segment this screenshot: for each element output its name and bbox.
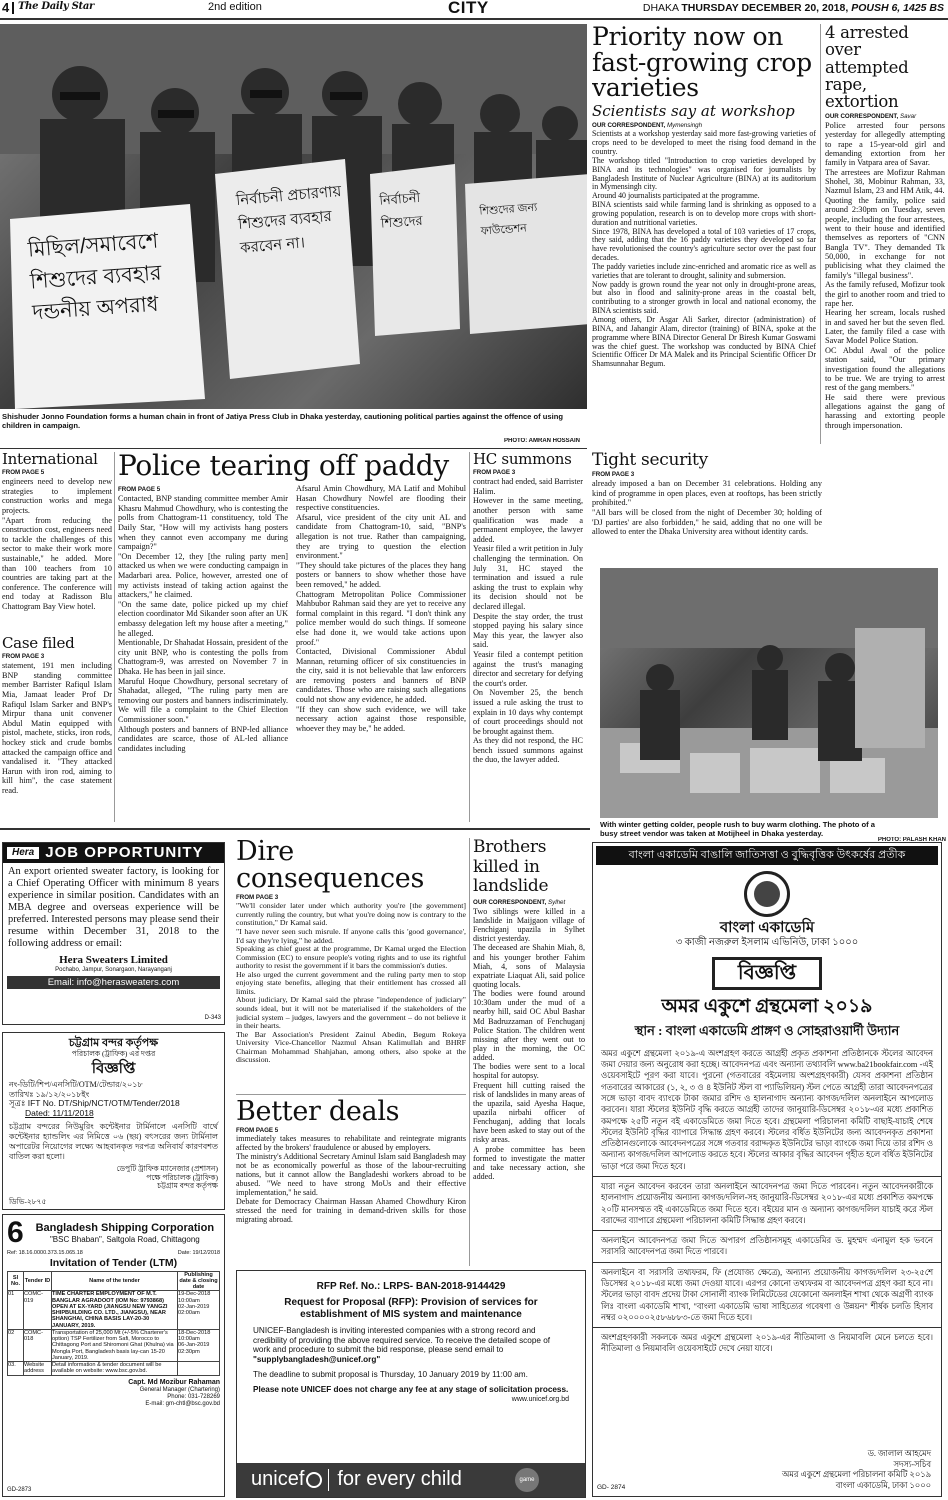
tight-security-headline: Tight security xyxy=(592,452,708,470)
unicef-deadline: The deadline to submit proposal is Thursday, 10 January 2019 by 11:00 am. xyxy=(253,1370,528,1380)
academy-venue: স্থান : বাংলা একাডেমি প্রাঙ্গণ ও সোহরাওয়ার্দী উদ্যান xyxy=(634,1022,900,1038)
academy-signer: ড. জালাল আহমেদ xyxy=(867,1448,931,1458)
job-ad-company: Hera Sweaters Limited xyxy=(59,953,168,966)
unicef-footer xyxy=(237,1463,585,1497)
unicef-title: Request for Proposal (RFP): Provision of services for establishment of MIS system and maintenance xyxy=(284,1296,538,1320)
police-article xyxy=(118,452,466,824)
international-article xyxy=(2,452,112,632)
bsc-cell-name: Detail information & tender document will be available on website: www.bsc.gov.bd. xyxy=(52,1362,178,1376)
job-ad-code: D-343 xyxy=(204,1014,221,1021)
bsc-th-sl: Sl No. xyxy=(8,1271,24,1291)
placard-3: নির্বাচনী শিশুদের xyxy=(378,189,424,232)
street-vendor-photo xyxy=(600,568,938,818)
placard-4: শিশুদের জন্য ফাউন্ডেশন xyxy=(478,201,538,238)
academy-signer-address: বাংলা একাডেমি, ঢাকা ১০০০ xyxy=(835,1481,931,1491)
police-col-2 xyxy=(296,484,466,753)
tight-security-body: already imposed a ban on December 31 celebrations. Holding any kind of programme in open places, even at rooftops, has been strictly prohibited." "All bars will be closed from the night of December 30; holding of 'DJ parties' are also forbidden," he said, adding that no one will be allowed to enter the Dhaka University area without identity cards. xyxy=(592,479,822,537)
academy-divider-2 xyxy=(593,1230,941,1231)
police-columns xyxy=(118,484,466,753)
academy-para-2: যারা নতুন আবেদন করবেন তারা অনলাইনে আবেদনপত্র জমা দিতে পারবেন। নতুন আবেদনকারীকে হালনাগাদ প্রয়োজনীয় অন্যান্য কাগজ/দলিল-সহ জানুয়ারি-ডিসেম্বর ২০১৮-এর মধ্যে প্রকাশিত কমপক্ষে ২০টি মানসম্মত বই একাডেমিতে জমা দিতে হবে। বইয়ের মান ও অন্যান্য কাগজ/দলিল যাচাই করে স্টল বরাদ্দের ব্যাপারে গ্রন্থমেলা পরিচালনা কমিটি সিদ্ধান্ত গ্রহণ করবে। xyxy=(601,1182,933,1225)
better-deals-body: immediately takes measures to rehabilitate and reintegrate migrants affected by the brokers' fraudulence or abused by employers. The ministry's Additional Secretary Aminul Islam said Bangladesh may not be as economically powerful as those of the labour-recruiting nations, but it cannot allow the Bangladeshi workers abroad to be abused. "We need to have strong MoUs and their effective implementation," he said. Debate for Democracy Chairman Hassan Ahamed Chowdhury Kiron stressed the need for training in demand-driven skills for those migrating abroad. xyxy=(236,1134,466,1224)
brothers-byline xyxy=(473,899,585,906)
bsc-address: "BSC Bhaban", Saltgola Road, Chittagong xyxy=(49,1234,200,1244)
job-ad-header xyxy=(3,843,224,863)
academy-para-4: অনলাইনে বা সরাসরি তথ্যফরম, ফি (প্রযোজ্য ক্ষেত্রে), অন্যান্য প্রয়োজনীয় কাগজ/দলিল ২৩-২৫শে ডিসেম্বর ২০১৮-এর মধ্যে জমা দেওয়া যাবে। এরপর কোনো তথ্যফরম বা আবেদনপত্র গ্রহণ করা হবে না। স্টলের ভাড়া বাবদ প্রদেয় টাকা সোনালী ব্যাংক লিমিটেডের যেকোনো অনলাইন শাখা থেকে অগ্রণী ব্যাংক লিঃ বাংলা একাডেমি শাখা, "বাংলা একাডেমি ভাষা সাহিত্যের গবেষণা ও উন্নয়ন" শীর্ষক চলতি হিসাব নম্বর ০২০০০০২৫৮৬৮৮৩-তে জমা দিতে হবে। xyxy=(601,1267,933,1322)
bsc-th-dates: Publishing date & closing date xyxy=(179,1271,218,1291)
better-deals-from: FROM PAGE 5 xyxy=(236,1127,279,1134)
unicef-body xyxy=(253,1326,569,1365)
better-deals-article xyxy=(236,1098,466,1258)
police-headline: Police tearing off paddy xyxy=(118,452,449,482)
dire-from: FROM PAGE 3 xyxy=(236,894,279,901)
dire-headline: Dire consequences xyxy=(236,838,424,894)
better-deals-headline: Better deals xyxy=(236,1098,400,1127)
masthead xyxy=(0,0,948,18)
academy-para-5: অংশগ্রহণকারী সকলকে অমর একুশে গ্রন্থমেলা ২০১৯-এর নীতিমালা ও নিয়মাবলি মেনে চলতে হবে। নীতিমালা ও নিয়মাবলি ওয়েবসাইটে দেখে নেয়া যাবে। xyxy=(601,1333,933,1354)
bsc-cell-id: COMC-018 xyxy=(24,1329,52,1361)
academy-code: GD- 2874 xyxy=(597,1484,626,1492)
international-from: FROM PAGE 5 xyxy=(2,469,45,476)
priority-body: Scientists at a workshop yesterday said more fast-growing varieties of crops need to be developed to meet the rising food demand in the country. The workshop titled "Introduction to crop varieties developed by BINA and its technologies" was organised for journalists by Bangladesh Institute of Nuclear Agriculture (BINA) at its auditorium in Mymensingh city. Around 40 journalists participated at the programme. BINA scientists said while farming land is shrinking as opposed to a growing population, research is on to develop more crops with short-duration and nutritional varieties. Since 1978, BINA has developed a total of 103 varieties of 17 crops, they said, adding that the 16 paddy varieties they developed so far have revolutionised the country's agriculture sector over the past four decades. The paddy varieties include zinc-enriched and aromatic rice as well as varieties that are tolerant to drought, salinity and submersion. Now paddy is grown round the year not only in drought-prone areas, but also in flood and salinity-prone areas in the coastal belt, contributing to a stronger growth in local and national economy, the BINA scientists said. Among others, Dr Asgar Ali Sarker, director (administration) of BINA, and Jahangir Alam, director (training) of BINA, spoke at the programme where BINA Director General Dr Biresh Kumar Goswami was the chief guest. The workshop was conducted by BINA Chief Scientific Officer Dr MA Malek and its Principal Scientific Officer Dr Shamsunnahar Begum. xyxy=(592,129,816,369)
unicef-content xyxy=(237,1271,585,1404)
unicef-divider xyxy=(328,1469,329,1491)
street-vendor-illustration xyxy=(600,568,938,818)
academy-divider-1 xyxy=(593,1176,941,1177)
tight-security-article xyxy=(592,452,822,562)
photo1-caption: Shishuder Jonno Foundation forms a human chain in front of Jatiya Press Club in Dhaka yesterday, cautioning political parties against the offence of using children in campaign. xyxy=(2,412,564,431)
priority-byline xyxy=(592,122,816,129)
bsc-table-row xyxy=(8,1291,220,1330)
hera-logo: Hera xyxy=(7,847,39,859)
hc-summons-from: FROM PAGE 3 xyxy=(473,469,516,476)
job-ad-body: An export oriented sweater factory, is looking for a Chief Operating Officer with minimum 8 years experience in similar position. Candidates with an MBA degree and overseas experience will be preferred. Interested persons may please send their resume within December 31, 2018 to the following address or email: xyxy=(8,866,219,949)
job-opportunity-ad xyxy=(2,842,225,1025)
bangla-academy-notice xyxy=(592,842,942,1497)
arrested-headline: 4 arrested over attempted rape, extortion xyxy=(825,24,909,112)
top-section-rule xyxy=(0,448,587,449)
bsc-tender-notice xyxy=(2,1214,225,1497)
bsc-cell-sl: 02 xyxy=(8,1329,24,1361)
academy-address: ৩ কাজী নজরুল ইসলাম এভিনিউ, ঢাকা ১০০০ xyxy=(675,937,859,949)
bsc-table-header xyxy=(8,1271,220,1291)
arrested-article xyxy=(825,24,945,554)
photo2-caption: With winter getting colder, people rush to buy warm clothing. The photo of a busy street vendor was taken at Motijheel in Dhaka yesterday. xyxy=(600,820,875,839)
academy-top-band: বাংলা একাডেমি বাঙালি জাতিসত্তা ও বুদ্ধিবৃত্তিক উৎকর্ষের প্রতীক xyxy=(596,846,938,865)
priority-article xyxy=(592,24,816,444)
arrested-body: Police arrested four persons yesterday for allegedly attempting to rape a 15-year-old girl and demanding extortion from her family in Vatpara area of Savar. The arrestees are Mofizur Rahman Shohel, 38, Mobinur Rahman, 33, Nazmul Islam, 23 and HM Atik, 44. Quoting the family, police said around 2:30pm on Tuesday, seven people, including the four arrestees, went to their house and identified themselves as reporters of "CNN Bangla TV". They demanded Tk 50,000, in exchange for not publicising what they claimed the family's "illegal business". As the family refused, Mofizur took the girl to another room and tried to rape her. Hearing her scream, locals rushed in and saved her but the seven fled. Later, the family filed a case with Savar Model Police Station. OC Abdul Awal of the police station said, "Our primary investigation found the allegations to be true. We are trying to arrest rest of the gang members." He said there were previous allegations against the gang of harassing and extorting people through impersonation. xyxy=(825,120,945,430)
case-filed-article xyxy=(2,636,112,824)
academy-title-box: বিজ্ঞপ্তি xyxy=(712,957,822,990)
unicef-tagline: for every child xyxy=(337,1468,462,1491)
unicef-body-text: UNICEF-Bangladesh is inviting interested companies with a strong record and credibility of providing the above required service. To receive the detailed scope of work and procedure to submit the bid response, please send email to xyxy=(253,1325,551,1355)
port-org: চট্টগ্রাম বন্দর কর্তৃপক্ষ xyxy=(68,1037,159,1049)
police-from: FROM PAGE 5 xyxy=(118,486,161,493)
job-ad-title: JOB OPPORTUNITY xyxy=(45,844,204,862)
page-number-divider xyxy=(12,2,14,14)
port-dated: Dated: 11/11/2018 xyxy=(25,1107,94,1118)
arrested-byline xyxy=(825,113,945,120)
job-ad-address: Pochabo, Jampur, Sonargaon, Narayanganj xyxy=(55,966,172,973)
tight-security-from: FROM PAGE 3 xyxy=(592,471,635,478)
academy-para-1: অমর একুশে গ্রন্থমেলা ২০১৯-এ অংশগ্রহণ করতে আগ্রহী প্রকৃত প্রকাশনা প্রতিষ্ঠানকে স্টলের আবেদন জমা দেয়ার জন্য অনুরোধ করা হচ্ছে। আবেদনপত্র এবং অন্যান্য তথ্যাবলি www.ba21bookfair.com -এই ওয়েবসাইটে পূরণ করা যাবে। পুরনো (গতবারের বইমেলায় অংশগ্রহণকারী) যেসব প্রকাশনা প্রতিষ্ঠান গতবারের আকারের (১, ২, ৩ ও ৪ ইউনিট স্টল বা প্যাভিলিয়ন) স্টল পেতে আগ্রহী তারা আবেদনপত্রের সঙ্গে ভাড়া বাবদ ব্যাংকে টাকা জমার রশিদ ও হালনাগাদ অন্যান্য কাগজ/দলিল অনলাইনে আপলোড করবেন। যারা স্টলের ইউনিট বৃদ্ধি করতে আগ্রহী তাদের জানুয়ারি-ডিসেম্বর ২০১৮-এর মধ্যে প্রকাশিত কমপক্ষে ২৫টি নতুন বই একাডেমিতে জমা দিতে হবে। গ্রন্থমেলা পরিচালনা কমিটি বাছাই-যাচাই শেষে স্টলের ইউনিট বৃদ্ধির ব্যাপারে সিদ্ধান্ত গ্রহণ করবে। স্টলের বর্ধিত ইউনিটের জন্য আবেদনকৃত প্রকাশনা প্রতিষ্ঠানগুলোকে আবেদনপত্রের সঙ্গে গতবার বরাদ্দকৃত ইউনিটের ভাড়া ব্যাংকে জমা দিয়ে তার রশিদ ও অন্যান্য কাগজ/দলিল আপলোড করতে হবে। স্টলের আকার বৃদ্ধির আবেদন গৃহীত হলে বর্ধিত ইউনিটের ভাড়া পরে জমা দিতে হবে। xyxy=(601,1048,933,1171)
hc-summons-headline: HC summons xyxy=(473,452,572,468)
placard-2: নির্বাচনী প্রচারণায় শিশুদের ব্যবহার করবেন না। xyxy=(235,182,343,257)
dateline xyxy=(643,2,944,14)
job-ad-email: Email: info@herasweaters.com xyxy=(7,976,220,989)
police-col-1 xyxy=(118,484,288,753)
brothers-byline-author: OUR CORRESPONDENT, xyxy=(473,898,547,906)
bsc-title-block xyxy=(30,1222,220,1244)
case-filed-from: FROM PAGE 3 xyxy=(2,653,45,660)
port-ref-en: সূত্রঃ IFT No. DT/Ship/NCT/OTM/Tender/2018 xyxy=(9,1097,180,1108)
port-signer: ডেপুটি ট্রাফিক ম্যানেজার (প্রশাসন) xyxy=(116,1163,218,1173)
game-badge-icon: game xyxy=(515,1468,539,1492)
bsc-phone: Phone: 031-728269 xyxy=(167,1394,220,1401)
bsc-cell-name: Transportation of 25,000 Mt (+/-5% Charterer's option) TSP Fertilizer from Safi, Morocco to Chittagong Port and Shiromoni Ghat (Khulna) via Mongla Port, Bangladesh basis lay-can 15-20 January, 2019. xyxy=(52,1329,178,1361)
port-authority-notice xyxy=(2,1032,225,1210)
bsc-tender-table xyxy=(7,1271,220,1376)
brothers-headline: Brothers killed in landslide xyxy=(473,838,549,897)
academy-emblem-inner xyxy=(754,881,780,907)
port-dept: পরিচালক (ট্রাফিক) এর দপ্তর xyxy=(71,1048,156,1058)
bsc-cell-sl: 01 xyxy=(8,1291,24,1330)
dire-body: "We'll consider later under which authority you're [the government] currently ruling the country, but what you're doing now is contrary to the constitution," Dr Kamal said. "I have never seen such misrule. If anyone calls this 'good governance', I'd say they're lying," he added. Speaking as chief guest at the programme, Dr Kamal urged the Election Commission (EC) to ensure people's voting rights and to use its rightful authority to resist the government if it bars the commission's duties. He also urged the current government and the ruling party men to stop enjoying state benefits, alleging that their entitlement has crossed all limits. About judiciary, Dr Kamal said the phrase "independence of judiciary" sounds ideal, but it will not be materialised if the stakeholders of the judicial system – judges, lawyers and the government – do not believe it in their hearts. The Bar Association's President Zainul Abedin, Begum Rokeya University Vice-Chancellor Nazmul Ahsan Kalimullah and BHRF Chairman Mohammad Shahjahan, among others, also spoke at the discussion. xyxy=(236,901,466,1065)
unicef-rfp-ad xyxy=(236,1270,586,1498)
arrested-byline-place: Savar xyxy=(899,112,917,120)
bsc-cell-sl: 03. xyxy=(8,1362,24,1376)
academy-para-3: অনলাইনে আবেদনপত্র জমা দিতে অপারগ প্রতিষ্ঠানসমূহ একাডেমির ড. মুহম্মদ এনামুল হক ভবনে সরাসরি আবেদনপত্র জমা দিতে পারবে। xyxy=(601,1236,933,1257)
academy-divider-4 xyxy=(593,1327,941,1328)
bsc-email: E-mail: gm-chtl@bsc.gov.bd xyxy=(145,1401,220,1408)
hc-summons-body: contract had ended, said Barrister Halim. However in the same meeting, another person with same qualification was made a permanent employee, the lawyer added. Yeasir filed a writ petition in July challenging the termination. On July 31, HC stayed the termination and issued a rule asking the trust to explain why its decision should not be declared illegal. Despite the stay order, the trust stopped paying his salary since May this year, the lawyer also said. Yeasir filed a contempt petition against the trust's managing director and secretary for defying the court's order. On November 25, the bench issued a rule asking the trust to explain in 10 days why contempt of court proceedings should not be brought against them. As they did not respond, the HC bench issued summons against the duo, the lawyer added. xyxy=(473,477,583,765)
academy-divider-3 xyxy=(593,1262,941,1263)
photo1-credit: PHOTO: AMRAN HOSSAIN xyxy=(503,438,580,444)
port-signer-3: চট্টগ্রাম বন্দর কর্তৃপক্ষ xyxy=(157,1181,218,1191)
placard-1: মিছিল/সমাবেশে শিশুদের ব্যবহার দন্ডনীয় অপরাধ xyxy=(27,229,163,325)
academy-fair-name: অমর একুশে গ্রন্থমেলা ২০১৯ xyxy=(661,996,873,1018)
mid-page-rule xyxy=(0,828,590,830)
academy-signature xyxy=(782,1449,931,1492)
priority-column-rule xyxy=(820,24,821,444)
brothers-column-rule xyxy=(469,838,470,1266)
police-column-rule xyxy=(469,452,470,822)
masthead-rule xyxy=(0,18,948,20)
case-filed-body: statement, 191 men including BNP standing committee member Barrister Rafiqul Islam Mia, Jamaat leader Prof Dr Rafiqul Islam Sarker and BNP's Mirpur thana unit convener Abdul Matin equipped with pistol, machete, sticks, iron rods, hockey stick and crude bombs attacked the campaign office and vandalised it. "They attacked Harun with iron rod, aiming to kill him", the case statement read. xyxy=(2,661,112,795)
academy-signer-title: সদস্য-সচিব xyxy=(893,1459,931,1469)
dire-better-rule xyxy=(236,1094,466,1095)
academy-name: বাংলা একাডেমি xyxy=(719,919,815,936)
human-chain-photo xyxy=(0,24,587,409)
unicef-logo: unicef xyxy=(251,1468,305,1491)
port-code: ডিভি-২৮৭৫ xyxy=(9,1197,47,1207)
unicef-note: Please note UNICEF does not charge any fee at any stage of solicitation process. xyxy=(253,1384,569,1394)
international-headline: International xyxy=(2,452,98,468)
bsc-cell-name: TIME CHARTER EMPLOYMENT OF M.T. BANGLAR AGRADOOT (IOM No: 9793868) OPEN AT EX-YARD (JIANGSU NEW YANGZI SHIPBUILDING CO. LTD., JIANGSU), NEAR SHANGHAI, CHINA BASIS LAY-20-30 JANUARY, 2019. xyxy=(52,1291,178,1330)
photo2-credit: PHOTO: PALASH KHAN xyxy=(877,837,946,843)
hc-summons-article xyxy=(473,452,583,824)
academy-emblem-icon xyxy=(744,871,790,917)
bsc-code: GD-2873 xyxy=(7,1486,32,1493)
bsc-logo: 6 xyxy=(7,1216,24,1249)
priority-headline: Priority now on fast-growing crop varieties xyxy=(592,24,812,102)
dateline-date: THURSDAY DECEMBER 20, 2018, xyxy=(681,2,849,14)
unicef-ref: RFP Ref. No.: LRPS- BAN-2018-9144429 xyxy=(316,1281,506,1292)
bsc-cell-dates: 19-Dec-2018 10:00am 02-Jan-2019 02:00am xyxy=(178,1291,220,1330)
academy-signer-committee: অমর একুশে গ্রন্থমেলা পরিচালনা কমিটি ২০১৯ xyxy=(782,1470,931,1480)
bsc-cell-id: Website address xyxy=(24,1362,52,1376)
police-body-col2: Afsarul Amin Chowdhury, MA Latif and Mohibul Hasan Chowdhury Nowfel are flooding their respective constituencies. Afsarul, vice president of the city unit AL and candidate from Chattogram-10, said, "BNP's allegation is not true. Rather than campaigning, they are trying to question the election environment." "They should take pictures of the places they hang posters or banners to show whether those have been removed," he added. Chattogram Metropolitan Police Commissioner Mahbubor Rahman said they are yet to receive any formal complaint in this regard. "I don't think any police member would do such things. If someone else had done it, we would take actions upon proof." Contacted, Divisional Commissioner Abdul Mannan, returning officer of six constituencies in the city, said it is not believable that law enforcers are removing posters and banners of BNP candidates. Those who are raising such allegations could not show any evidence, he added. "If they can show such evidence, we will take necessary action against those responsible, whoever they may be," he added. xyxy=(296,484,466,733)
bsc-header xyxy=(7,1218,220,1248)
port-ref-bn: নং-ডিটি/শিপ/এনসিটি/OTM/টেন্ডার/২০১৮ xyxy=(9,1080,143,1090)
port-title: বিজ্ঞপ্তি xyxy=(91,1060,136,1077)
unicef-globe-icon xyxy=(306,1472,322,1488)
priority-byline-author: OUR CORRESPONDENT, xyxy=(592,122,666,130)
bsc-th-name: Name of the tender xyxy=(52,1271,178,1291)
brothers-byline-place: Sylhet xyxy=(547,898,566,906)
brothers-killed-article xyxy=(473,838,585,1266)
bsc-signature xyxy=(7,1379,220,1409)
port-date-bn: তারিখঃ ১৯/১২/২০১৮ইং xyxy=(9,1089,90,1099)
dateline-city: DHAKA xyxy=(642,2,682,14)
port-body: চট্টগ্রাম বন্দরের নিউমুরিং কন্টেইনার টার্মিনালে এনসিটি বার্থে কন্টেইনার হ্যান্ডলিং এর নিমিত্তে ০৬ (ছয়) বৎসরের জন্য টার্মিনাল অপারেটর নিয়োগের লক্ষ্যে আহবানকৃত দরপত্র অনিবার্য কারণবশত বাতিল করা হলো। xyxy=(9,1121,218,1161)
page-number: 4 xyxy=(2,0,10,15)
edition-label: 2nd edition xyxy=(208,1,262,13)
port-signer-2: পক্ষে পরিচালক (ট্রাফিক) xyxy=(146,1172,218,1182)
bsc-tender-title: Invitation of Tender (LTM) xyxy=(49,1257,178,1270)
case-filed-headline: Case filed xyxy=(2,636,75,652)
section-name: CITY xyxy=(448,0,489,17)
unicef-url[interactable]: www.unicef.org.bd xyxy=(511,1396,569,1404)
bsc-cell-dates xyxy=(178,1362,220,1376)
bsc-th-id: Tender ID xyxy=(24,1271,52,1291)
bsc-date: Date: 19/12/2018 xyxy=(177,1250,220,1256)
police-body-col1: Contacted, BNP standing committee member Amir Khasru Mahmud Chowdhury, who is contesting the polls from Chattogram-11 constituency, told The Daily Star, "How will my activists hang posters when they cannot even accompany me during campaign?" "On December 12, they [the ruling party men] attacked us when we were conducting campaign in Madarbari area. Police, however, arrested one of my activists instead of taking action against the attackers," he claimed. "On the same date, police picked up my chief election coordinator Md Sikander soon after an UK embassy delegation left my house after a meeting," he alleged. Mentionable, Dr Shahadat Hossain, president of the city unit BNP, who is contesting the polls from Chattogram-9, was arrested on November 7 in Dhaka. He has been in jail since. Maruful Hoque Chowdhury, personal secretary of Shahadat, alleged, "The ruling party men are removing our posters and banners indiscriminately. We will file a complaint to the Chief Election Commissioner soon." Although posters and banners of BNP-led alliance candidates are scarce, those of AL-led alliance candidates including xyxy=(118,494,288,753)
bsc-signer-title: General Manager (Chartering) xyxy=(139,1387,220,1394)
bsc-signer: Capt. Md Mozibur Rahaman xyxy=(128,1378,220,1386)
bsc-ref-row xyxy=(7,1250,220,1256)
priority-byline-place: Mymensingh xyxy=(666,122,703,130)
dateline-bengali-date: POUSH 6, 1425 BS xyxy=(848,2,944,14)
dire-consequences-article xyxy=(236,838,466,1090)
priority-deck: Scientists say at workshop xyxy=(592,101,795,120)
arrested-byline-author: OUR CORRESPONDENT, xyxy=(825,112,899,120)
brothers-body: Two siblings were killed in a landslide in Maijgaon village of Fenchiganj upazila in Sylhet district yesterday. The deceased are Shahin Miah, 8, and his younger brother Fahim Miah, 4, sons of Malaysia expatriate Liaquat Ali, said police quoting locals. The bodies were found around 10:30am under the mud of a nearby hill, said OC Abul Bashar Md Badruzzaman of Fenchuganj Police Station. The children went missing after they went out to play in the morning, the OC added. The bodies were sent to a local hospital for autopsy. Frequent hill cutting raised the risk of landslides in many areas of the upazila, said Ayesha Haque, upazila nirbahi officer of Fenchuganj, adding that locals have been asked to stay out of the risky areas. A probe committee has been formed to investigate the matter and take necessary action, she added. xyxy=(473,906,585,1181)
newspaper-logo: The Daily Star xyxy=(18,1,94,12)
bsc-table-row xyxy=(8,1329,220,1361)
bsc-cell-id: COMC-019 xyxy=(24,1291,52,1330)
bsc-ref: Ref: 18.16.0000.373.15.065.18 xyxy=(7,1250,83,1256)
bsc-cell-dates: 18-Dec-2018 10:00am 06-Jan-2019 02:30pm xyxy=(178,1329,220,1361)
bsc-table-row xyxy=(8,1362,220,1376)
left-column-rule xyxy=(114,452,115,822)
bsc-org: Bangladesh Shipping Corporation xyxy=(35,1221,215,1234)
international-body: engineers need to develop new strategies to implement construction works and mega projects. "Apart from reducing the construction cost, engineers need to tackle the challenges of this sector to make their work more sustainable," he added. More than 100 teachers from 10 countries are taking part at the conference. The conference will end today at Radisson Blu Chattogram Bay View hotel. xyxy=(2,477,112,611)
unicef-email[interactable]: "supplybangladesh@unicef.org" xyxy=(253,1355,381,1365)
